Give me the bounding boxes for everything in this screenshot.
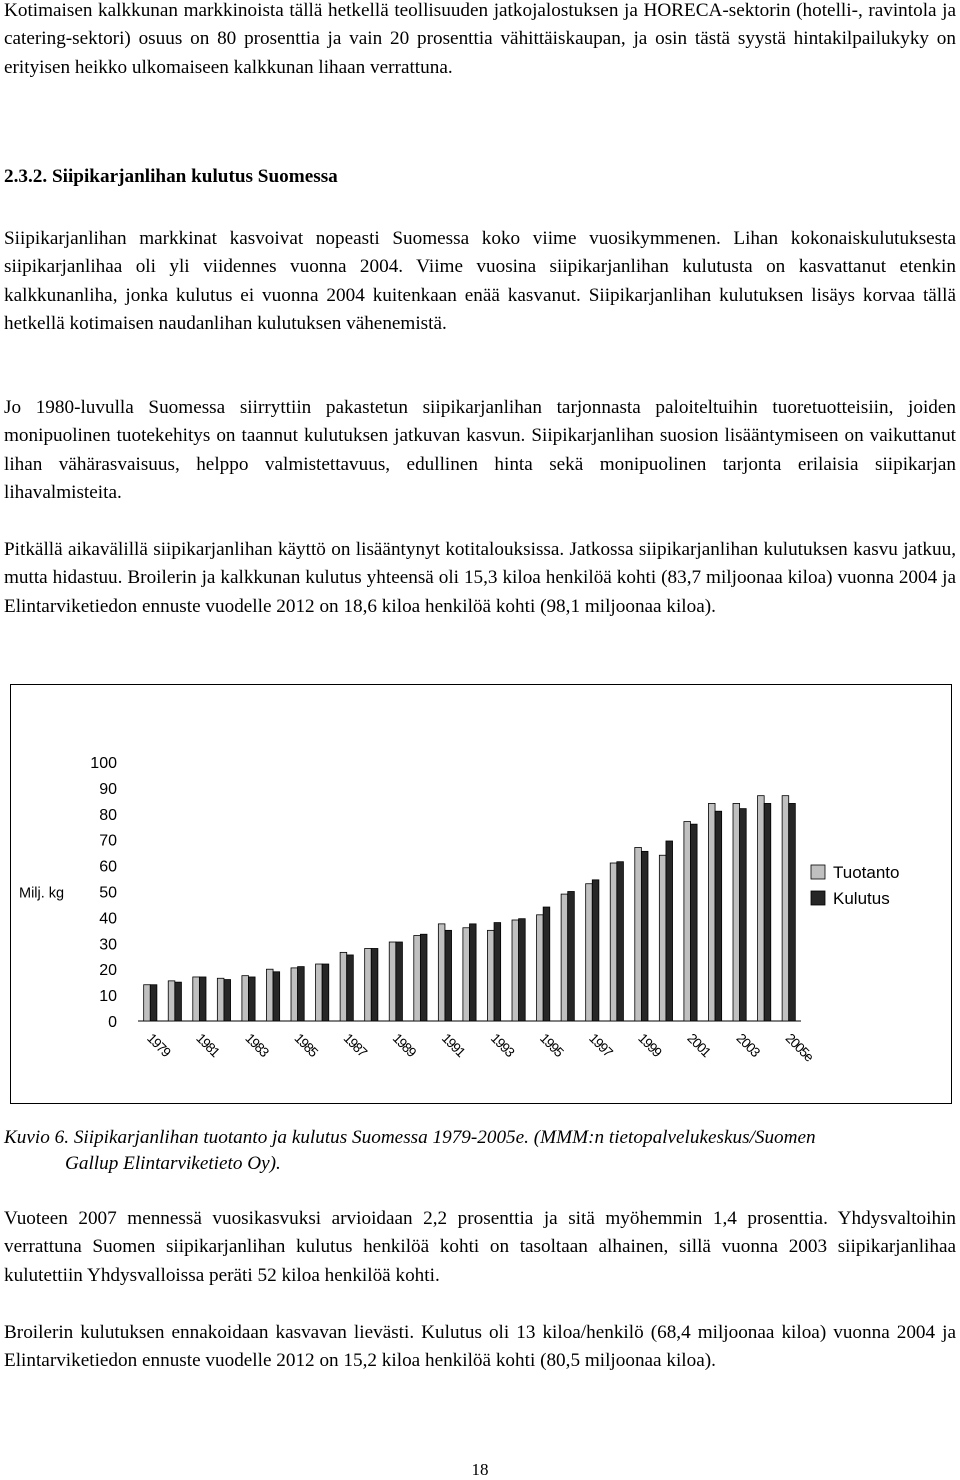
bar-tuotanto-1994 [512,920,519,1021]
bar-tuotanto-1980 [168,981,175,1021]
x-tick-label: 2003 [733,1030,763,1060]
x-tick-label: 1985 [291,1030,321,1060]
bar-kulutus-1989 [396,942,403,1021]
x-tick-label: 1993 [487,1030,517,1060]
bar-kulutus-1990 [420,934,427,1021]
y-tick-label: 100 [90,755,117,772]
bar-tuotanto-1991 [438,924,445,1021]
y-tick-label: 40 [99,910,117,928]
bar-kulutus-1991 [445,930,452,1021]
bar-kulutus-1986 [322,964,329,1021]
x-tick-label: 1997 [586,1030,616,1060]
bar-kulutus-1979 [150,985,157,1021]
bar-tuotanto-2002 [708,803,715,1021]
bar-kulutus-1980 [175,982,182,1021]
bar-kulutus-1987 [347,955,354,1021]
bar-kulutus-1999 [641,851,648,1021]
bar-kulutus-1997 [592,880,599,1021]
y-tick-label: 90 [99,780,117,798]
bar-kulutus-1988 [371,948,378,1021]
y-tick-label: 80 [99,806,117,824]
section-heading: 2.3.2. Siipikarjanlihan kulutus Suomessa [4,166,338,187]
x-tick-label: 1995 [537,1030,567,1060]
bar-tuotanto-1986 [316,964,323,1021]
bar-tuotanto-1992 [463,928,470,1021]
bar-kulutus-1995 [543,907,550,1021]
chart-frame [10,684,952,1104]
x-tick-label: 1989 [389,1030,419,1060]
legend-label-kulutus: Kulutus [833,889,890,908]
bar-tuotanto-1989 [389,942,396,1021]
bar-kulutus-2001 [691,824,698,1021]
bar-kulutus-2004 [764,803,771,1021]
x-tick-label: 2005e [782,1030,817,1065]
bar-kulutus-1992 [470,924,477,1021]
y-tick-label: 10 [99,988,117,1006]
bar-kulutus-1984 [273,972,280,1021]
legend-swatch-tuotanto [811,865,825,879]
bar-tuotanto-1985 [291,968,298,1021]
bar-tuotanto-1983 [242,976,249,1021]
bar-kulutus-2002 [715,811,722,1021]
bar-kulutus-1996 [568,892,575,1022]
bar-tuotanto-2001 [684,822,691,1021]
bar-kulutus-1998 [617,862,624,1021]
paragraph-market: Siipikarjanlihan markkinat kasvoivat nopeasti Suomessa koko viime vuosikymmenen. Lihan kokonaiskulutuksesta siipikarjanlihaa oli yli viidennes vuonna 2004. Viime vuosina siipikarjanlihan kulutusta on kasvattanut etenkin kalkkunanliha, jonka kulutus ei vuonna 2004 kuitenkaan enää kasvanut. Siipikarjanlihan kulutuksen lisäys korvaa tällä hetkellä kotimaisen naudanlihan kulutuksen vähenemistä. [4,228,956,335]
paragraph-broiler: Broilerin kulutuksen ennakoidaan kasvavan lievästi. Kulutus oli 13 kiloa/henkilö (68,4 miljoonaa kiloa) vuonna 2004 ja Elintarviketiedon ennuste vuodelle 2012 on 15,2 kiloa henkilöä kohti (80,5 miljoonaa kiloa). [4,1322,956,1372]
figure-caption [4,1125,956,1177]
bar-kulutus-2000 [666,841,673,1021]
bar-tuotanto-2000 [659,855,666,1021]
paragraph-history: Jo 1980-luvulla Suomessa siirryttiin pakastetun siipikarjanlihan tarjonnasta paloiteltuihin tuoretuotteisiin, joiden monipuolinen tuotekehitys on taannut kulutuksen jatkuvan kasvun. Siipikarjanlihan suosion lisääntymiseen on vaikuttanut lihan vähärasvaisuus, helppo valmistettavuus, edullinen hinta sekä monipuolinen tarjonta erilaisia siipikarjan lihavalmisteita. [4,397,956,504]
y-axis-label: Milj. kg [19,885,65,902]
poultry-chart [11,685,953,1105]
x-tick-label: 2001 [684,1030,714,1060]
bar-kulutus-1985 [298,967,305,1021]
paragraph-forecast: Pitkällä aikavälillä siipikarjanlihan käyttö on lisääntynyt kotitalouksissa. Jatkossa siipikarjanlihan kulutuksen kasvu jatkuu, mutta hidastuu. Broilerin ja kalkkunan kulutus yhteensä oli 15,3 kiloa henkilöä kohti (83,7 miljoonaa kiloa) vuonna 2004 ja Elintarviketiedon ennuste vuodelle 2012 on 18,6 kiloa henkilöä kohti (98,1 miljoonaa kiloa). [4,539,956,617]
bar-tuotanto-2004 [758,796,765,1021]
bar-tuotanto-1979 [144,985,151,1021]
bar-tuotanto-2005e [782,796,789,1021]
y-tick-label: 60 [99,858,117,876]
y-tick-label: 20 [99,962,117,980]
x-tick-label: 1991 [438,1030,468,1060]
y-tick-label: 0 [108,1014,117,1031]
bar-tuotanto-1987 [340,952,347,1021]
bar-tuotanto-1997 [586,884,593,1021]
bar-tuotanto-1993 [487,930,494,1021]
bar-tuotanto-1988 [365,948,372,1021]
bar-kulutus-1993 [494,923,501,1021]
paragraph-growth: Vuoteen 2007 mennessä vuosikasvuksi arvioidaan 2,2 prosenttia ja sitä myöhemmin 1,4 prosenttia. Yhdysvaltoihin verrattuna Suomen siipikarjanlihan kulutus henkilöä kohti on tasoltaan alhainen, sillä vuonna 2003 siipikarjanlihaa kulutettiin Yhdysvalloissa peräti 52 kiloa henkilöä kohti. [4,1208,956,1286]
x-tick-label: 1979 [144,1030,174,1060]
x-tick-label: 1987 [340,1030,370,1060]
bar-tuotanto-1981 [193,977,200,1021]
x-tick-label: 1999 [635,1030,665,1060]
bar-tuotanto-1990 [414,936,421,1021]
y-tick-label: 30 [99,936,117,954]
bar-kulutus-2003 [740,809,747,1021]
bar-kulutus-1982 [224,980,231,1021]
page-number: 18 [471,1460,489,1479]
bar-tuotanto-1996 [561,894,568,1021]
legend-label-tuotanto: Tuotanto [833,863,900,882]
intro-paragraph: Kotimaisen kalkkunan markkinoista tällä hetkellä teollisuuden jatkojalostuksen ja HORECA-sektorin (hotelli-, ravintola ja catering-sektori) osuus on 80 prosenttia ja vain 20 prosenttia vähittäiskaupan, ja osin tästä syystä hintakilpailukyky on erityisen heikko ulkomaiseen kalkkunan lihaan verrattuna. [4,0,956,78]
bar-kulutus-2005e [789,803,796,1021]
bar-tuotanto-1982 [217,978,224,1021]
x-tick-label: 1983 [242,1030,272,1060]
bar-tuotanto-1984 [266,969,273,1021]
caption-line-2: Gallup Elintarviketieto Oy). [65,1153,281,1174]
bar-kulutus-1994 [519,919,526,1021]
bar-tuotanto-2003 [733,803,740,1021]
bar-tuotanto-1999 [635,847,642,1021]
legend-swatch-kulutus [811,891,825,905]
bar-kulutus-1981 [199,977,206,1021]
caption-line-1: Kuvio 6. Siipikarjanlihan tuotanto ja kulutus Suomessa 1979-2005e. (MMM:n tietopalvelukeskus/Suomen [4,1127,816,1148]
y-tick-label: 50 [99,884,117,902]
x-tick-label: 1981 [193,1030,223,1060]
bar-kulutus-1983 [249,977,256,1021]
bar-tuotanto-1998 [610,863,617,1021]
bar-tuotanto-1995 [537,915,544,1021]
y-tick-label: 70 [99,832,117,850]
